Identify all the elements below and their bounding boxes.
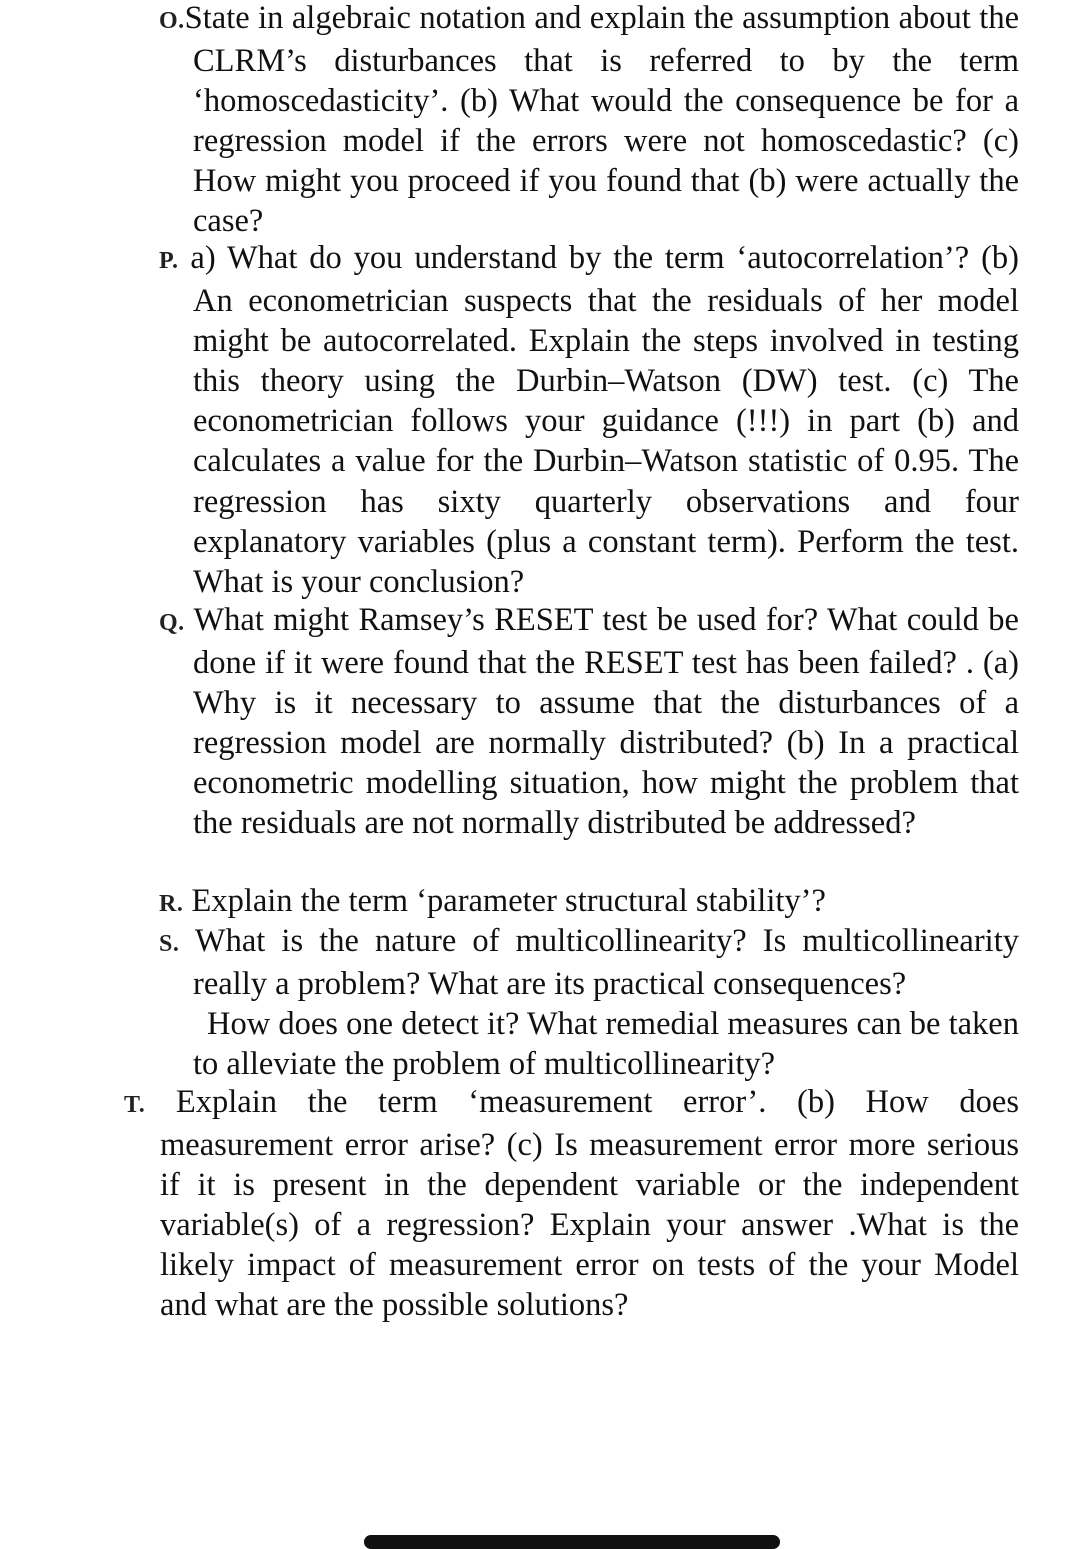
question-marker-t: T. <box>124 1092 146 1118</box>
question-s <box>159 921 1019 1084</box>
question-t <box>124 1082 1019 1326</box>
question-text-t: Explain the term ‘measurement error’. (b) How does measurement error arise? (c) Is measurement error more serious if it is present in the dependent variable or the independent variable(s) of a regression? Explain your answer .What is the likely impact of measurement error on tests of the your Model and what are the possible solutions? <box>160 1084 1019 1324</box>
question-text-p: a) What do you understand by the term ‘autocorrelation’? (b) An econometrician suspects that the residuals of her model might be autocorrelated. Explain the steps involved in testing this theory using the Durbin–Watson (DW) test. (c) The econometrician follows your guidance (!!!) in part (b) and calculates a value for the Durbin–Watson statistic of 0.95. The regression has sixty quarterly observations and four explanatory variables (plus a constant term). Perform the test. What is your conclusion? <box>190 240 1019 600</box>
question-marker-o: O. <box>159 8 185 34</box>
question-text-q: What might Ramsey’s RESET test be used for? What could be done if it were found that the RESET test has been failed? . (a) Why is it necessary to assume that the disturbances of a regression model are normally distributed? (b) In a practical econometric modelling situation, how might the problem that the residuals are not normally distributed be addressed? <box>193 602 1019 842</box>
question-marker-q: Q. <box>159 610 185 636</box>
question-o <box>159 0 1019 242</box>
question-text-r: Explain the term ‘parameter structural stability’? <box>191 883 826 919</box>
question-q <box>159 600 1019 844</box>
question-text-s-part2: How does one detect it? What remedial measures can be taken to alleviate the problem of multicollinearity? <box>193 1006 1019 1083</box>
question-marker-r: R. <box>159 891 184 917</box>
question-r <box>159 881 1019 924</box>
question-p <box>159 238 1019 602</box>
question-text-o: State in algebraic notation and explain the assumption about the CLRM’s disturbances that is referred to by the term ‘homoscedasticity’. (b) What would the consequence be for a regression model if the errors were not homoscedastic? (c) How might you proceed if you found that (b) were actually the case? <box>184 0 1019 240</box>
question-text-s-part1: What is the nature of multicollinearity? Is multicollinearity really a problem? What are its practical consequences? <box>193 923 1019 1003</box>
question-marker-s: S. <box>159 931 180 957</box>
question-marker-p: P. <box>159 248 179 274</box>
